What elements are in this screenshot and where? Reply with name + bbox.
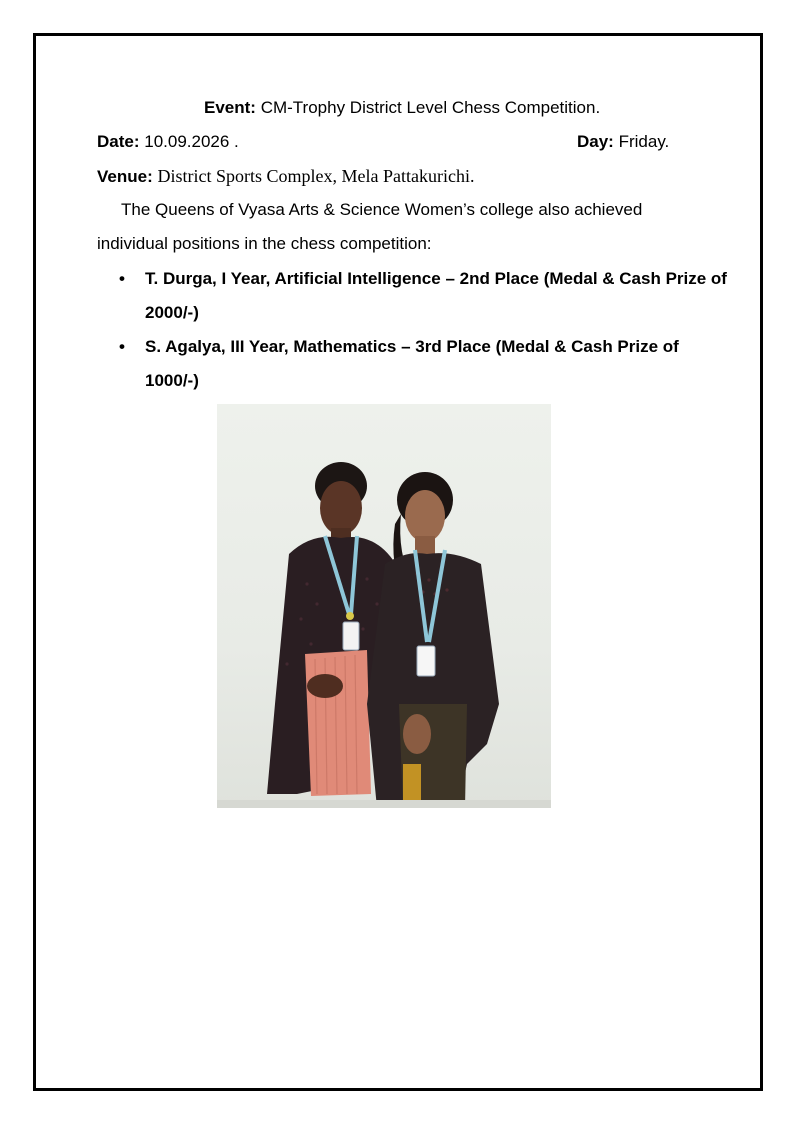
winner-1-line-2: 2000/-): [145, 303, 199, 322]
winners-photo-drawing: [217, 404, 551, 808]
winner-2-line-1: S. Agalya, III Year, Mathematics – 3rd Place (Medal & Cash Prize of: [145, 337, 679, 356]
day-line: [577, 132, 669, 152]
paragraph-line-2: individual positions in the chess competition:: [97, 234, 432, 253]
venue-label: Venue:: [97, 167, 153, 186]
date-label: Date:: [97, 132, 140, 151]
winner-1-line-1: T. Durga, I Year, Artificial Intelligence – 2nd Place (Medal & Cash Prize of: [145, 269, 727, 288]
event-line: [204, 98, 600, 118]
winner-2-line-2: 1000/-): [145, 371, 199, 390]
venue-value: District Sports Complex, Mela Pattakurichi.: [157, 166, 475, 186]
student-right-figure: [367, 472, 499, 808]
date-line: [97, 132, 239, 152]
venue-line: [97, 166, 474, 187]
day-value: Friday.: [613, 132, 670, 151]
bullet-icon: •: [119, 269, 125, 288]
event-label: Event:: [204, 98, 256, 117]
event-value: CM-Trophy District Level Chess Competition.: [255, 98, 601, 117]
date-value: 10.09.2026 .: [139, 132, 239, 151]
bullet-icon: •: [119, 337, 125, 356]
winners-photo: [217, 404, 551, 808]
day-label: Day:: [577, 132, 614, 151]
paragraph-line-1: The Queens of Vyasa Arts & Science Women’s college also achieved: [121, 200, 643, 219]
